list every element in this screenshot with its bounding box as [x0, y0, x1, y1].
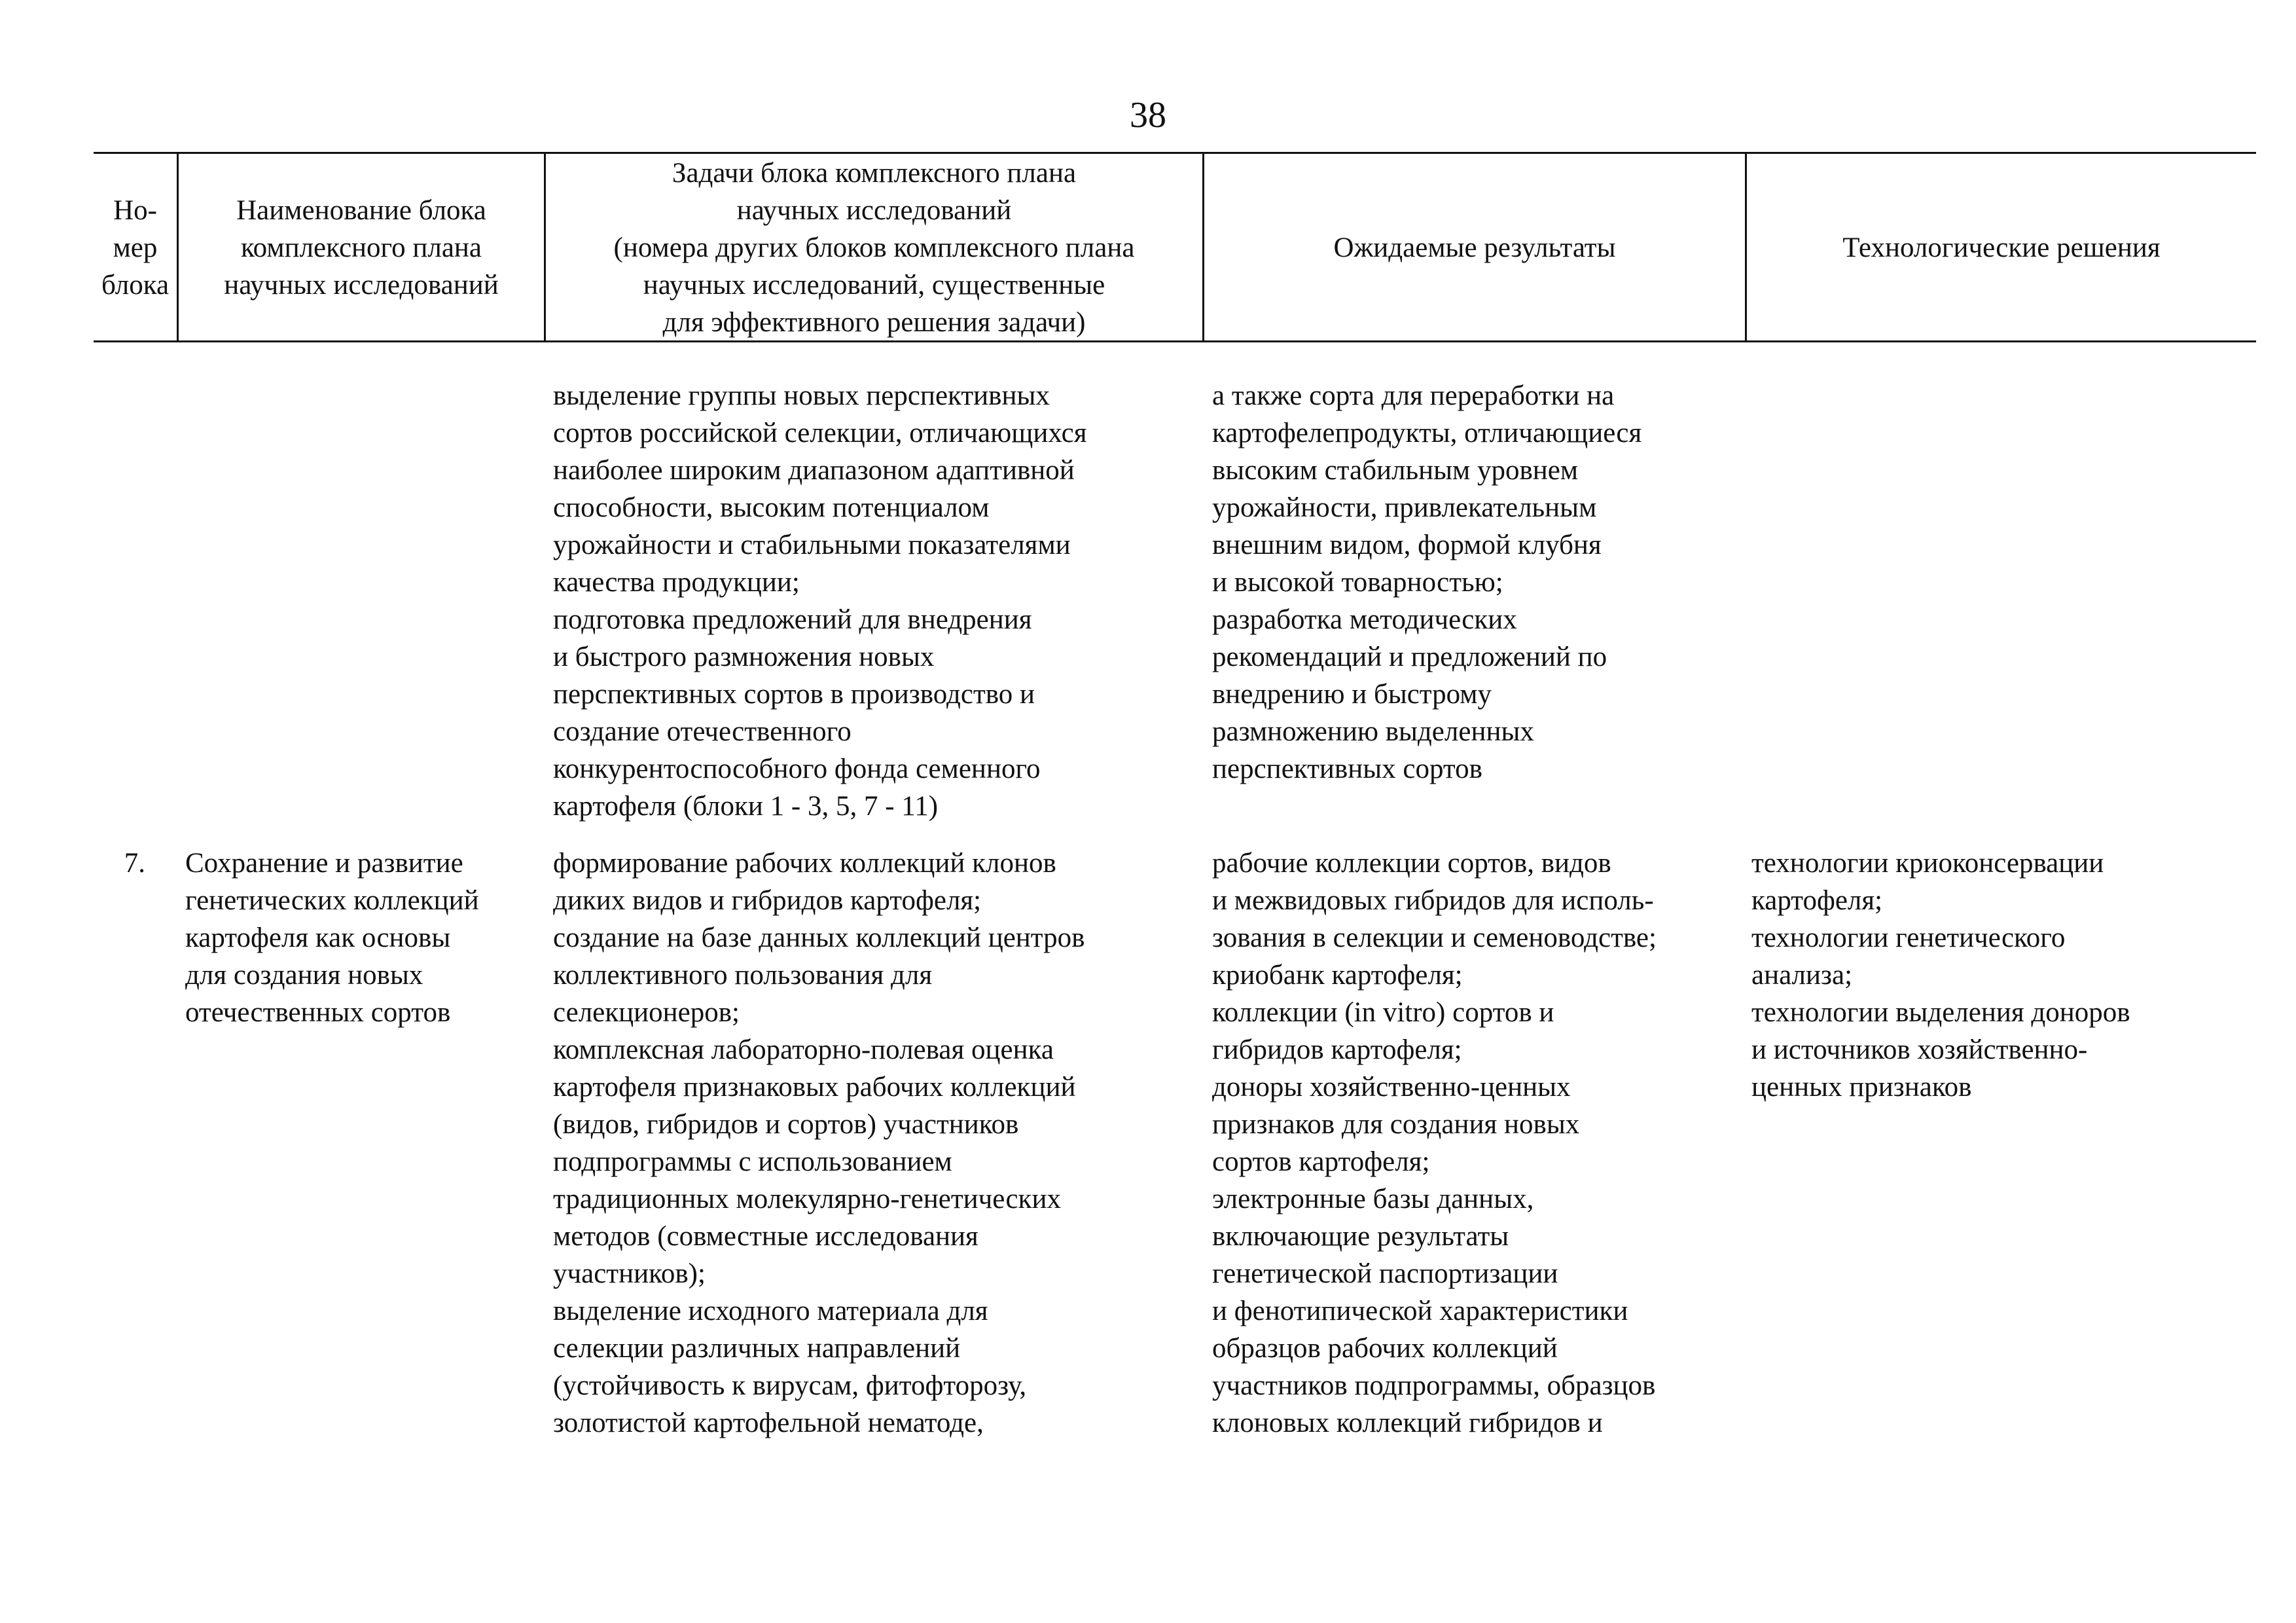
header-tech-solutions [1747, 153, 2256, 342]
row-2-tech: технологии криоконсервации картофеля; технологии генетического анализа; технологии выделения доноров и источников хозяйственно- ценных признаков [1751, 848, 2130, 1103]
header-tasks [546, 153, 1202, 342]
row-2-number: 7. [124, 848, 145, 879]
page-number: 38 [1130, 95, 1166, 136]
row-1-results: а также сорта для переработки на картофелепродукты, отличающиеся высоким стабильным уровнем урожайности, привлекательным внешним видом, формой клубня и высокой товарностью; разработка методических рекомендаций и предложений по внедрению и быстрому размножению выделенных перспективных сортов [1212, 380, 1642, 784]
row-1-tasks: выделение группы новых перспективных сортов российской селекции, отличающихся наиболее широким диапазоном адаптивной способности, высоким потенциалом урожайности и стабильными показателями качества продукции; подготовка предложений для внедрения и быстрого размножения новых перспективных сортов в производство и создание отечественного конкурентоспособного фонда семенного картофеля (блоки 1 - 3, 5, 7 - 11) [553, 380, 1087, 822]
header-expected-results [1204, 153, 1745, 342]
header-expected-results-text: Ожидаемые результаты [1333, 232, 1616, 263]
header-block-name-text: Наименование блока комплексного плана научных исследований [224, 194, 499, 301]
row-2-tasks: формирование рабочих коллекций клонов диких видов и гибридов картофеля; создание на базе данных коллекций центров коллективного пользования для селекционеров; комплексная лабораторно-полевая оценка картофеля признаковых рабочих коллекций (видов, гибридов и сортов) участников подпрограммы с использованием традиционных молекулярно-генетических методов (совместные исследования участников); выделение исходного материала для селекции различных направлений (устойчивость к вирусам, фитофторозу, золотистой картофельной нематоде, [553, 848, 1085, 1438]
header-block-name [179, 153, 544, 342]
header-tasks-text: Задачи блока комплексного плана научных исследований (номера других блоков комплексного плана научных исследований, существенные для эффективного решения задачи) [613, 157, 1135, 338]
header-block-number-text: Но- мер блока [101, 194, 170, 301]
header-tech-solutions-text: Технологические решения [1842, 232, 2161, 263]
header-block-number [94, 153, 177, 342]
row-2-results: рабочие коллекции сортов, видов и межвидовых гибридов для исполь- зования в селекции и семеноводстве; криобанк картофеля; коллекции (in vitro) сортов и гибридов картофеля; доноры хозяйственно-ценных признаков для создания новых сортов картофеля; электронные базы данных, включающие результаты генетической паспортизации и фенотипической характеристики образцов рабочих коллекций участников подпрограммы, образцов клоновых коллекций гибридов и [1212, 848, 1657, 1438]
row-2-name: Сохранение и развитие генетических коллекций картофеля как основы для создания новых отечественных сортов [185, 848, 479, 1028]
